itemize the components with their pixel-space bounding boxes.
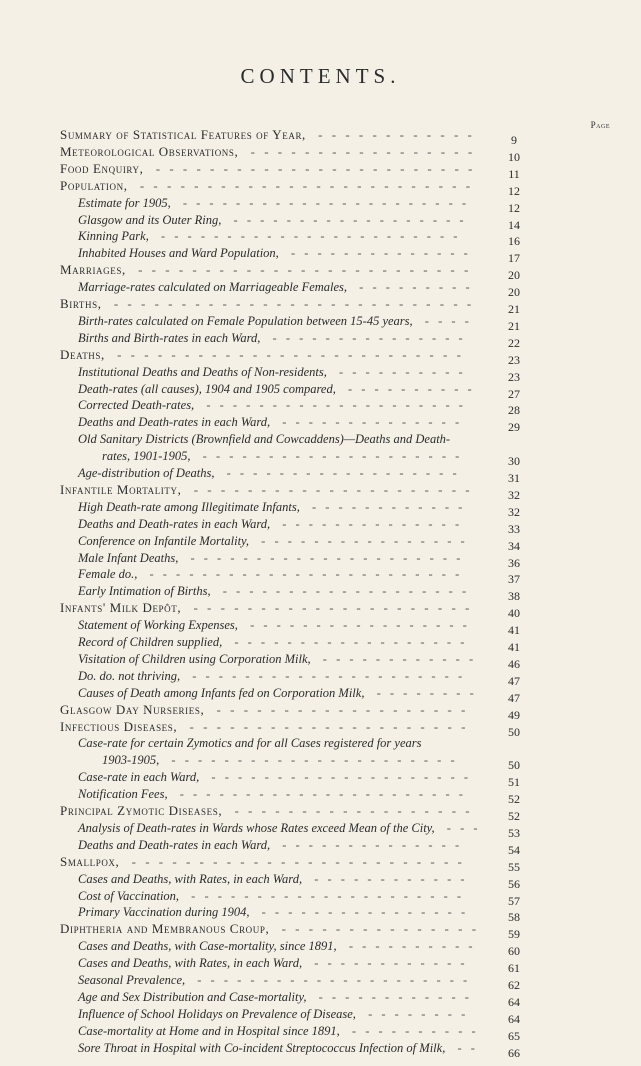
toc-entry[interactable] — [78, 365, 466, 379]
toc-entry-label: Deaths and Death-rates in each Ward, — [78, 516, 271, 531]
toc-entry[interactable] — [78, 686, 477, 700]
toc-entry[interactable] — [78, 382, 475, 396]
dot-leader: - - - - - - - - - - - - - - - — [266, 330, 466, 345]
toc-entry[interactable] — [60, 601, 472, 615]
toc-entry[interactable] — [78, 669, 465, 683]
dot-leader: - - - - - - - - - - - - - - - - - - — [220, 466, 460, 480]
toc-entry[interactable] — [78, 939, 476, 953]
dot-leader: - - - — [440, 820, 481, 835]
toc-entry[interactable] — [78, 280, 473, 294]
dot-leader: - - - - - - - - - - - - - - - - - — [244, 143, 476, 159]
toc-entry-label: Cases and Deaths, with Rates, in each Ward, — [78, 871, 303, 886]
dot-leader: - - - - - - - - - - - - — [312, 989, 472, 1004]
toc-entry-label: Causes of Death among Infants fed on Corporation Milk, — [78, 685, 365, 700]
toc-entry[interactable] — [78, 314, 472, 328]
toc-entry[interactable] — [78, 736, 422, 750]
toc-entry-label: Food Enquiry, — [60, 160, 144, 176]
toc-entry[interactable] — [78, 534, 468, 548]
toc-page-number: 47 — [508, 673, 520, 688]
toc-entry[interactable] — [60, 855, 465, 869]
dot-leader: - - - - - - - - — [361, 1006, 469, 1021]
toc-entry[interactable] — [78, 331, 466, 345]
toc-page-number: 21 — [508, 302, 520, 316]
toc-entry-label: rates, 1901-1905, — [102, 449, 191, 464]
toc-entry[interactable] — [60, 162, 475, 176]
dot-leader: - - - - - - - - - - - - - - - - - - — [227, 212, 467, 227]
dot-leader: - - - - - - - - - - - - - - - - - - - - - — [186, 668, 466, 683]
toc-page-number: 57 — [508, 893, 520, 908]
toc-page-number: 30 — [508, 454, 520, 469]
toc-page-number: 47 — [508, 690, 520, 705]
toc-page-number: 58 — [508, 910, 520, 925]
toc-entry-label: Glasgow Day Nurseries, — [60, 701, 205, 717]
toc-entry-label: Visitation of Children using Corporation Milk, — [78, 651, 311, 666]
dot-leader: - - - - - - - - - - - - - - - - - - - — [216, 584, 470, 599]
toc-entry[interactable] — [78, 398, 466, 412]
toc-entry[interactable] — [78, 1024, 479, 1038]
dot-leader: - - - - - - - - - - - - - - - - — [255, 533, 468, 548]
toc-entry-label: Institutional Deaths and Deaths of Non-residents, — [78, 364, 327, 379]
toc-page-number: 29 — [508, 420, 520, 435]
toc-page-number: 28 — [508, 403, 520, 418]
toc-entry-label: 1903-1905, — [102, 753, 160, 768]
toc-page-number: 31 — [508, 471, 520, 485]
toc-page-number: 12 — [508, 200, 520, 215]
dot-leader: - - - - - - - - - - - - - - - - - - - — [210, 701, 469, 717]
toc-page-number: 52 — [508, 809, 520, 823]
toc-page-number: 64 — [508, 1011, 520, 1026]
dot-leader: - - - - - - - - - - — [345, 1023, 479, 1038]
dot-leader: - - - - - - - - - - - - - - — [284, 246, 471, 261]
toc-page-number: 41 — [508, 623, 520, 638]
toc-entry[interactable] — [60, 145, 475, 159]
dot-leader: - - - - — [418, 313, 472, 328]
toc-entry-label: Male Infant Deaths, — [78, 550, 179, 565]
page-column-header: Page — [590, 120, 610, 130]
toc-entry[interactable] — [78, 872, 468, 886]
toc-entry[interactable] — [60, 179, 473, 193]
toc-entry[interactable] — [78, 517, 462, 531]
toc-page-number: 49 — [508, 707, 520, 722]
toc-page-number: 52 — [508, 792, 520, 807]
dot-leader: - - - - - - - - - - - - - - - — [275, 921, 480, 937]
toc-entry[interactable] — [78, 905, 468, 919]
toc-entry[interactable] — [78, 1007, 468, 1021]
dot-leader: - - - - - - - - — [370, 685, 477, 700]
dot-leader: - - - - - - - - - - - - - - - - - - - - - - - - — [143, 567, 463, 582]
toc-page-number: 17 — [508, 251, 520, 266]
toc-entry-label: Meteorological Observations, — [60, 143, 239, 159]
toc-entry[interactable] — [78, 1041, 478, 1055]
dot-leader: - - - - - - - - - - - - - - - - - - - - - - — [165, 753, 458, 768]
dot-leader: - - - - - - - - - - - - - - - - - - - - — [200, 398, 466, 413]
toc-entry[interactable] — [78, 500, 465, 514]
toc-entry-label: Influence of School Holidays on Prevalence of Disease, — [78, 1006, 356, 1021]
dot-leader: - - - - - - - - - - - - - - - - - - - - — [196, 449, 463, 464]
toc-page-number: 56 — [508, 876, 520, 891]
toc-entry[interactable] — [78, 246, 471, 260]
dot-leader: - - - - - - - - - - - - - - - - - - - - - - - - — [149, 160, 476, 176]
toc-entry-label: Infectious Diseases, — [60, 718, 178, 734]
toc-entry-label: Birth-rates calculated on Female Population between 15-45 years, — [78, 313, 413, 328]
toc-entry[interactable] — [78, 652, 476, 666]
toc-entry-label: Conference on Infantile Mortality, — [78, 533, 250, 548]
toc-entry[interactable] — [60, 348, 464, 362]
toc-page-number: 50 — [508, 758, 520, 773]
dot-leader: - - - - - - - - - - — [342, 939, 476, 954]
toc-entry-label: Smallpox, — [60, 853, 120, 869]
toc-entry[interactable] — [78, 466, 460, 480]
toc-page-number: 12 — [508, 183, 520, 198]
toc-entry-label: High Death-rate among Illegitimate Infants, — [78, 499, 300, 514]
dot-leader: - - - - - - - - - — [353, 280, 473, 295]
toc-page-number: 59 — [508, 927, 520, 942]
toc-entry[interactable] — [60, 128, 475, 142]
dot-leader: - - - - - - - - - - - - - - - - - - - - - - - - - — [125, 853, 465, 869]
toc-entry-label: Old Sanitary Districts (Brownfield and Cowcaddens)—Deaths and Death- — [78, 432, 451, 447]
dot-leader: - - - - - - - - - - - - - - - - - - - - - - - - - - — [110, 346, 464, 362]
toc-entry[interactable] — [78, 618, 470, 632]
toc-entry-label: Cost of Vaccination, — [78, 888, 180, 903]
dot-leader: - - - - - - - - - - - - - - - - - - - - - — [185, 888, 465, 903]
toc-page-number: 23 — [508, 369, 520, 384]
toc-entry[interactable] — [78, 973, 470, 987]
dot-leader: - - - - - - - - - - - - - - - - - - — [228, 635, 468, 649]
toc-entry[interactable] — [102, 753, 458, 767]
toc-entry-label: Principal Zymotic Diseases, — [60, 803, 223, 818]
toc-entry-label: Diphtheria and Membranous Croup, — [60, 921, 270, 937]
toc-entry-label: Births and Birth-rates in each Ward, — [78, 330, 261, 345]
toc-entry[interactable] — [102, 449, 462, 463]
toc-page-number: 38 — [508, 589, 520, 604]
toc-page-number: 61 — [508, 961, 520, 976]
toc-page-number: 37 — [508, 572, 520, 587]
toc-entry-label: Case-rate in each Ward, — [78, 770, 200, 785]
toc-entry-label: Do. do. not thriving, — [78, 668, 181, 683]
toc-entry[interactable] — [78, 213, 467, 227]
toc-entry-label: Marriages, — [60, 262, 126, 278]
toc-page-number: 16 — [508, 234, 520, 249]
toc-page-number: 64 — [508, 994, 520, 1009]
toc-page-number: 22 — [508, 335, 520, 350]
toc-page-number: 66 — [508, 1045, 520, 1060]
dot-leader: - - - - - - - - - - - - — [308, 956, 468, 971]
toc-entry[interactable] — [78, 196, 469, 210]
toc-entry-label: Estimate for 1905, — [78, 195, 171, 210]
dot-leader: - - — [451, 1040, 478, 1055]
toc-page-number: 46 — [508, 656, 520, 671]
dot-leader: - - - - - - - - - - - - - - - - - - - - — [205, 770, 472, 785]
dot-leader: - - - - - - - - - - - - - - - - - - - - - - - - - - - — [107, 296, 475, 311]
toc-entry-label: Age-distribution of Deaths, — [78, 466, 215, 480]
dot-leader: - - - - - - - - - - - - - - - - - - - - - - - - - — [131, 262, 472, 278]
toc-entry-label: Sore Throat in Hospital with Co-incident Streptococcus Infection of Milk, — [78, 1040, 446, 1055]
toc-entry-label: Notification Fees, — [78, 787, 168, 802]
toc-entry-label: Deaths and Death-rates in each Ward, — [78, 837, 271, 852]
toc-entry-label: Record of Children supplied, — [78, 635, 223, 649]
toc-page-number: 10 — [508, 149, 520, 164]
toc-entry[interactable] — [78, 838, 462, 852]
toc-page-number: 55 — [508, 859, 520, 874]
toc-entry[interactable] — [78, 229, 460, 243]
toc-entry-label: Case-mortality at Home and in Hospital since 1891, — [78, 1023, 340, 1038]
toc-entry-label: Births, — [60, 296, 102, 311]
toc-entry-label: Deaths and Death-rates in each Ward, — [78, 415, 271, 430]
toc-entry[interactable] — [78, 567, 462, 581]
toc-page-number: 34 — [508, 538, 520, 553]
toc-entry-label: Population, — [60, 177, 128, 193]
toc-entry-label: Summary of Statistical Features of Year, — [60, 127, 306, 142]
toc-page-number: 41 — [508, 640, 520, 654]
toc-page-number: 60 — [508, 944, 520, 959]
toc-entry[interactable] — [78, 889, 464, 903]
dot-leader: - - - - - - - - - - - - - - - - - - - - - — [187, 600, 473, 616]
toc-entry-label: Infantile Mortality, — [60, 481, 182, 497]
toc-page-number: 54 — [508, 842, 520, 857]
toc-entry[interactable] — [60, 297, 474, 311]
toc-entry[interactable] — [78, 551, 463, 565]
toc-entry-label: Age and Sex Distribution and Case-mortality, — [78, 989, 307, 1004]
dot-leader: - - - - - - - - - - - - - - - - - — [243, 618, 470, 633]
toc-entry-label: Statement of Working Expenses, — [78, 618, 238, 633]
toc-entry[interactable] — [78, 990, 472, 1004]
toc-entry-label: Death-rates (all causes), 1904 and 1905 compared, — [78, 381, 336, 396]
toc-entry[interactable] — [78, 635, 467, 649]
toc-entry-label: Marriage-rates calculated on Marriageable Females, — [78, 280, 348, 295]
toc-entry[interactable] — [78, 770, 471, 784]
toc-page-number: 32 — [508, 487, 520, 502]
dot-leader: - - - - - - - - - - — [332, 364, 466, 379]
dot-leader: - - - - - - - - - - - - - - - - - - - - - - - — [154, 229, 461, 244]
toc-page-number: 27 — [508, 386, 520, 401]
toc-entry[interactable] — [60, 804, 473, 818]
dot-leader: - - - - - - - - - - - - — [308, 871, 468, 886]
dot-leader: - - - - - - - - - - — [341, 381, 475, 396]
toc-entry[interactable] — [60, 263, 471, 277]
dot-leader: - - - - - - - - - - - - - - - - - - - - - — [184, 550, 464, 565]
dot-leader: - - - - - - - - - - - - - - — [276, 837, 463, 852]
toc-page-number: 36 — [508, 555, 520, 570]
toc-page-number: 50 — [508, 724, 520, 739]
dot-leader: - - - - - - - - - - - - - - - - - - — [228, 803, 473, 818]
toc-page-number: 53 — [508, 825, 520, 840]
page-title: CONTENTS. — [240, 64, 401, 88]
toc-entry-label: Infants' Milk Depôt, — [60, 600, 182, 616]
toc-page-number: 65 — [508, 1028, 520, 1043]
toc-page-number: 40 — [508, 606, 520, 621]
toc-entry[interactable] — [60, 720, 468, 734]
toc-entry-label: Case-rate for certain Zymotics and for all Cases registered for years — [78, 736, 422, 751]
toc-entry[interactable] — [78, 787, 466, 801]
dot-leader: - - - - - - - - - - - - - - — [276, 415, 463, 430]
dot-leader: - - - - - - - - - - - - — [305, 499, 466, 514]
dot-leader: - - - - - - - - - - - - - - - - - - - - - - — [176, 195, 470, 210]
toc-page-number: 9 — [511, 133, 517, 147]
toc-entry[interactable] — [78, 415, 462, 429]
dot-leader: - - - - - - - - - - - - - - - - - - - - - — [187, 481, 473, 497]
toc-page-number: 23 — [508, 352, 520, 367]
toc-entry-label: Cases and Deaths, with Rates, in each Ward, — [78, 956, 303, 971]
toc-entry-label: Kinning Park, — [78, 229, 149, 244]
toc-page-number: 20 — [508, 268, 520, 283]
toc-entry-label: Glasgow and its Outer Ring, — [78, 212, 222, 227]
toc-page-number: 11 — [508, 166, 520, 181]
dot-leader: - - - - - - - - - - - - - - - - - - - - - - - - - — [133, 177, 474, 193]
toc-page-number: 33 — [508, 521, 520, 536]
toc-entry-label: Primary Vaccination during 1904, — [78, 905, 250, 920]
toc-entry[interactable] — [78, 821, 481, 835]
toc-entry[interactable] — [60, 922, 479, 936]
toc-entry-label: Female do., — [78, 567, 138, 582]
dot-leader: - - - - - - - - - - - - - - - - - - - - - — [183, 718, 469, 734]
toc-page-number: 20 — [508, 285, 520, 300]
toc-page-number: 21 — [508, 318, 520, 333]
dot-leader: - - - - - - - - - - - - - - — [276, 516, 463, 531]
toc-entry[interactable] — [78, 584, 469, 598]
toc-entry-label: Cases and Deaths, with Case-mortality, since 1891, — [78, 939, 337, 954]
dot-leader: - - - - - - - - - - - - - - - - - - - - - - — [173, 787, 466, 802]
dot-leader: - - - - - - - - - - - - - - - - — [255, 905, 469, 920]
dot-leader: - - - - - - - - - - - - — [316, 651, 477, 666]
toc-page-number: 14 — [508, 217, 520, 232]
dot-leader: - - - - - - - - - - - - - - - - - - - - - — [191, 973, 471, 987]
toc-page-number: 62 — [508, 978, 520, 992]
toc-entry-label: Early Intimation of Births, — [78, 584, 211, 599]
toc-entry[interactable] — [78, 432, 450, 446]
toc-page-number: 32 — [508, 504, 520, 519]
toc-entry-label: Deaths, — [60, 346, 105, 362]
toc-entry-label: Seasonal Prevalence, — [78, 973, 186, 987]
toc-entry[interactable] — [60, 703, 468, 717]
toc-entry[interactable] — [78, 956, 468, 970]
toc-entry[interactable] — [60, 483, 473, 497]
toc-entry-label: Inhabited Houses and Ward Population, — [78, 246, 279, 261]
toc-entry-label: Corrected Death-rates, — [78, 398, 195, 413]
toc-entry-label: Analysis of Death-rates in Wards whose Rates exceed Mean of the City, — [78, 820, 435, 835]
toc-page-number: 51 — [508, 775, 520, 790]
dot-leader: - - - - - - - - - - - - — [311, 127, 475, 142]
